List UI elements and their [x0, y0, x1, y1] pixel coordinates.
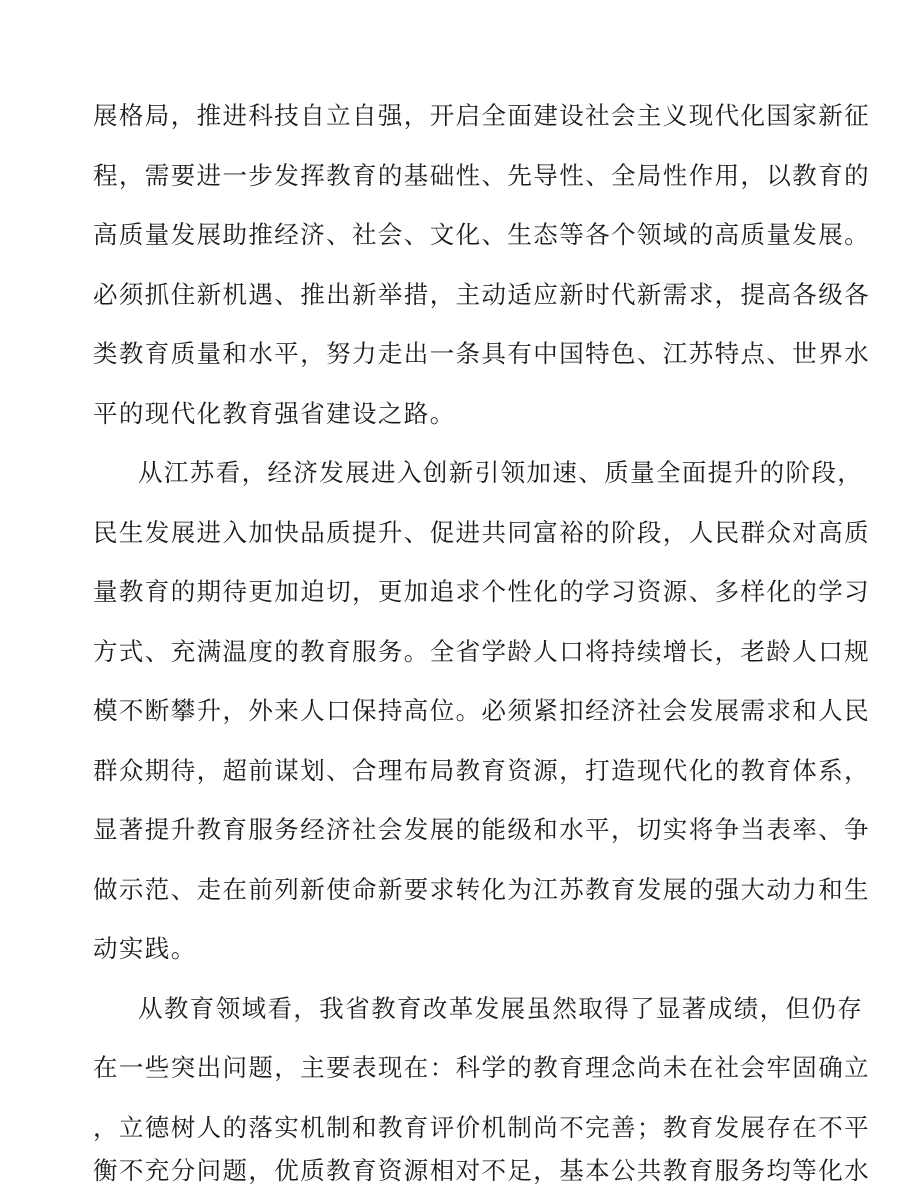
paragraph-2-line-4: 方式、充满温度的教育服务。全省学龄人口将持续增长，老龄人口规 [93, 636, 870, 666]
paragraph-2-line-5: 模不断攀升，外来人口保持高位。必须紧扣经济社会发展需求和人民 [93, 696, 870, 725]
paragraph-1-line-1: 展格局，推进科技自立自强，开启全面建设社会主义现代化国家新征 [93, 101, 870, 130]
paragraph-3-line-3: ，立德树人的落实机制和教育评价机制尚不完善；教育发展存在不平 [93, 1112, 870, 1142]
paragraph-1-line-2: 程，需要进一步发挥教育的基础性、先导性、全局性作用，以教育的 [93, 160, 870, 190]
paragraph-1-line-3: 高质量发展助推经济、社会、文化、生态等各个领域的高质量发展。 [93, 220, 870, 249]
paragraph-2-line-3: 量教育的期待更加迫切，更加追求个性化的学习资源、多样化的学习 [93, 577, 870, 606]
paragraph-3-line-4: 衡不充分问题，优质教育资源相对不足，基本公共教育服务均等化水 [93, 1156, 870, 1185]
paragraph-2-line-8: 做示范、走在前列新使命新要求转化为江苏教育发展的强大动力和生 [93, 874, 870, 904]
paragraph-2-line-1: 从江苏看，经济发展进入创新引领加速、质量全面提升的阶段， [138, 458, 864, 487]
paragraph-2-line-2: 民生发展进入加快品质提升、促进共同富裕的阶段，人民群众对高质 [93, 517, 870, 547]
paragraph-2-line-6: 群众期待，超前谋划、合理布局教育资源，打造现代化的教育体系， [93, 755, 870, 785]
paragraph-3-line-2: 在一些突出问题，主要表现在：科学的教育理念尚未在社会牢固确立 [93, 1053, 870, 1082]
paragraph-1-line-5: 类教育质量和水平，努力走出一条具有中国特色、江苏特点、世界水 [93, 339, 870, 368]
paragraph-1-line-4: 必须抓住新机遇、推出新举措，主动适应新时代新需求，提高各级各 [93, 279, 870, 309]
paragraph-2-line-9: 动实践。 [93, 934, 197, 963]
paragraph-1-line-6: 平的现代化教育强省建设之路。 [93, 398, 456, 428]
paragraph-2-line-7: 显著提升教育服务经济社会发展的能级和水平，切实将争当表率、争 [93, 815, 870, 844]
paragraph-3-line-1: 从教育领域看，我省教育改革发展虽然取得了显著成绩，但仍存 [138, 993, 864, 1023]
